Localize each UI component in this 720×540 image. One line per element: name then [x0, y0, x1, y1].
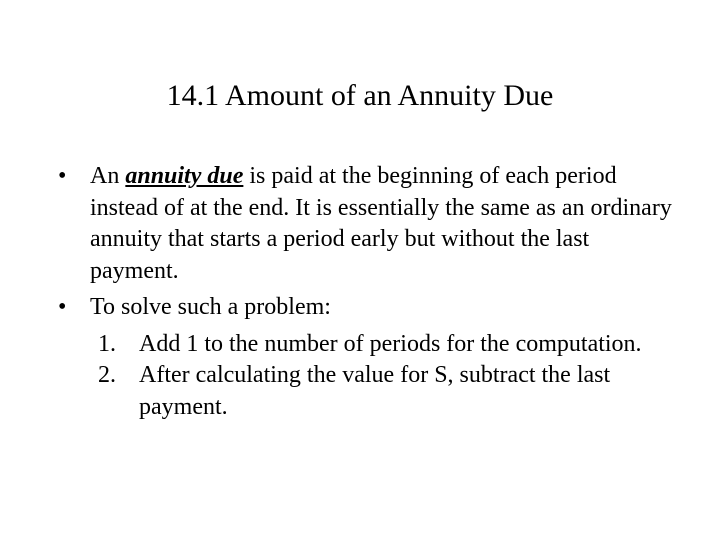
step-list [58, 329, 678, 424]
step-number: 1. [98, 330, 116, 357]
step-item [58, 360, 678, 423]
slide-title: 14.1 Amount of an Annuity Due [166, 79, 554, 112]
step-number: 2. [98, 362, 116, 388]
term-annuity-due: annuity due [125, 163, 244, 189]
bullet-text-rest: is paid at the beginning of each period instead of at the end. It is essentially the same as an ordinary annuity that starts a period early but without the last payment. [90, 163, 672, 284]
bullet-item-annuity-due [58, 161, 678, 287]
bullet-icon: • [58, 294, 67, 320]
step-text: Add 1 to the number of periods for the computation. [139, 330, 642, 357]
bullet-item-solve [58, 292, 678, 324]
bullet-text: To solve such a problem: [90, 294, 331, 320]
slide-body [58, 161, 678, 423]
bullet-icon: • [58, 163, 67, 189]
bullet-text-lead: An [90, 163, 126, 189]
step-item [58, 329, 678, 361]
step-text: After calculating the value for S, subtract the last payment. [139, 362, 611, 420]
